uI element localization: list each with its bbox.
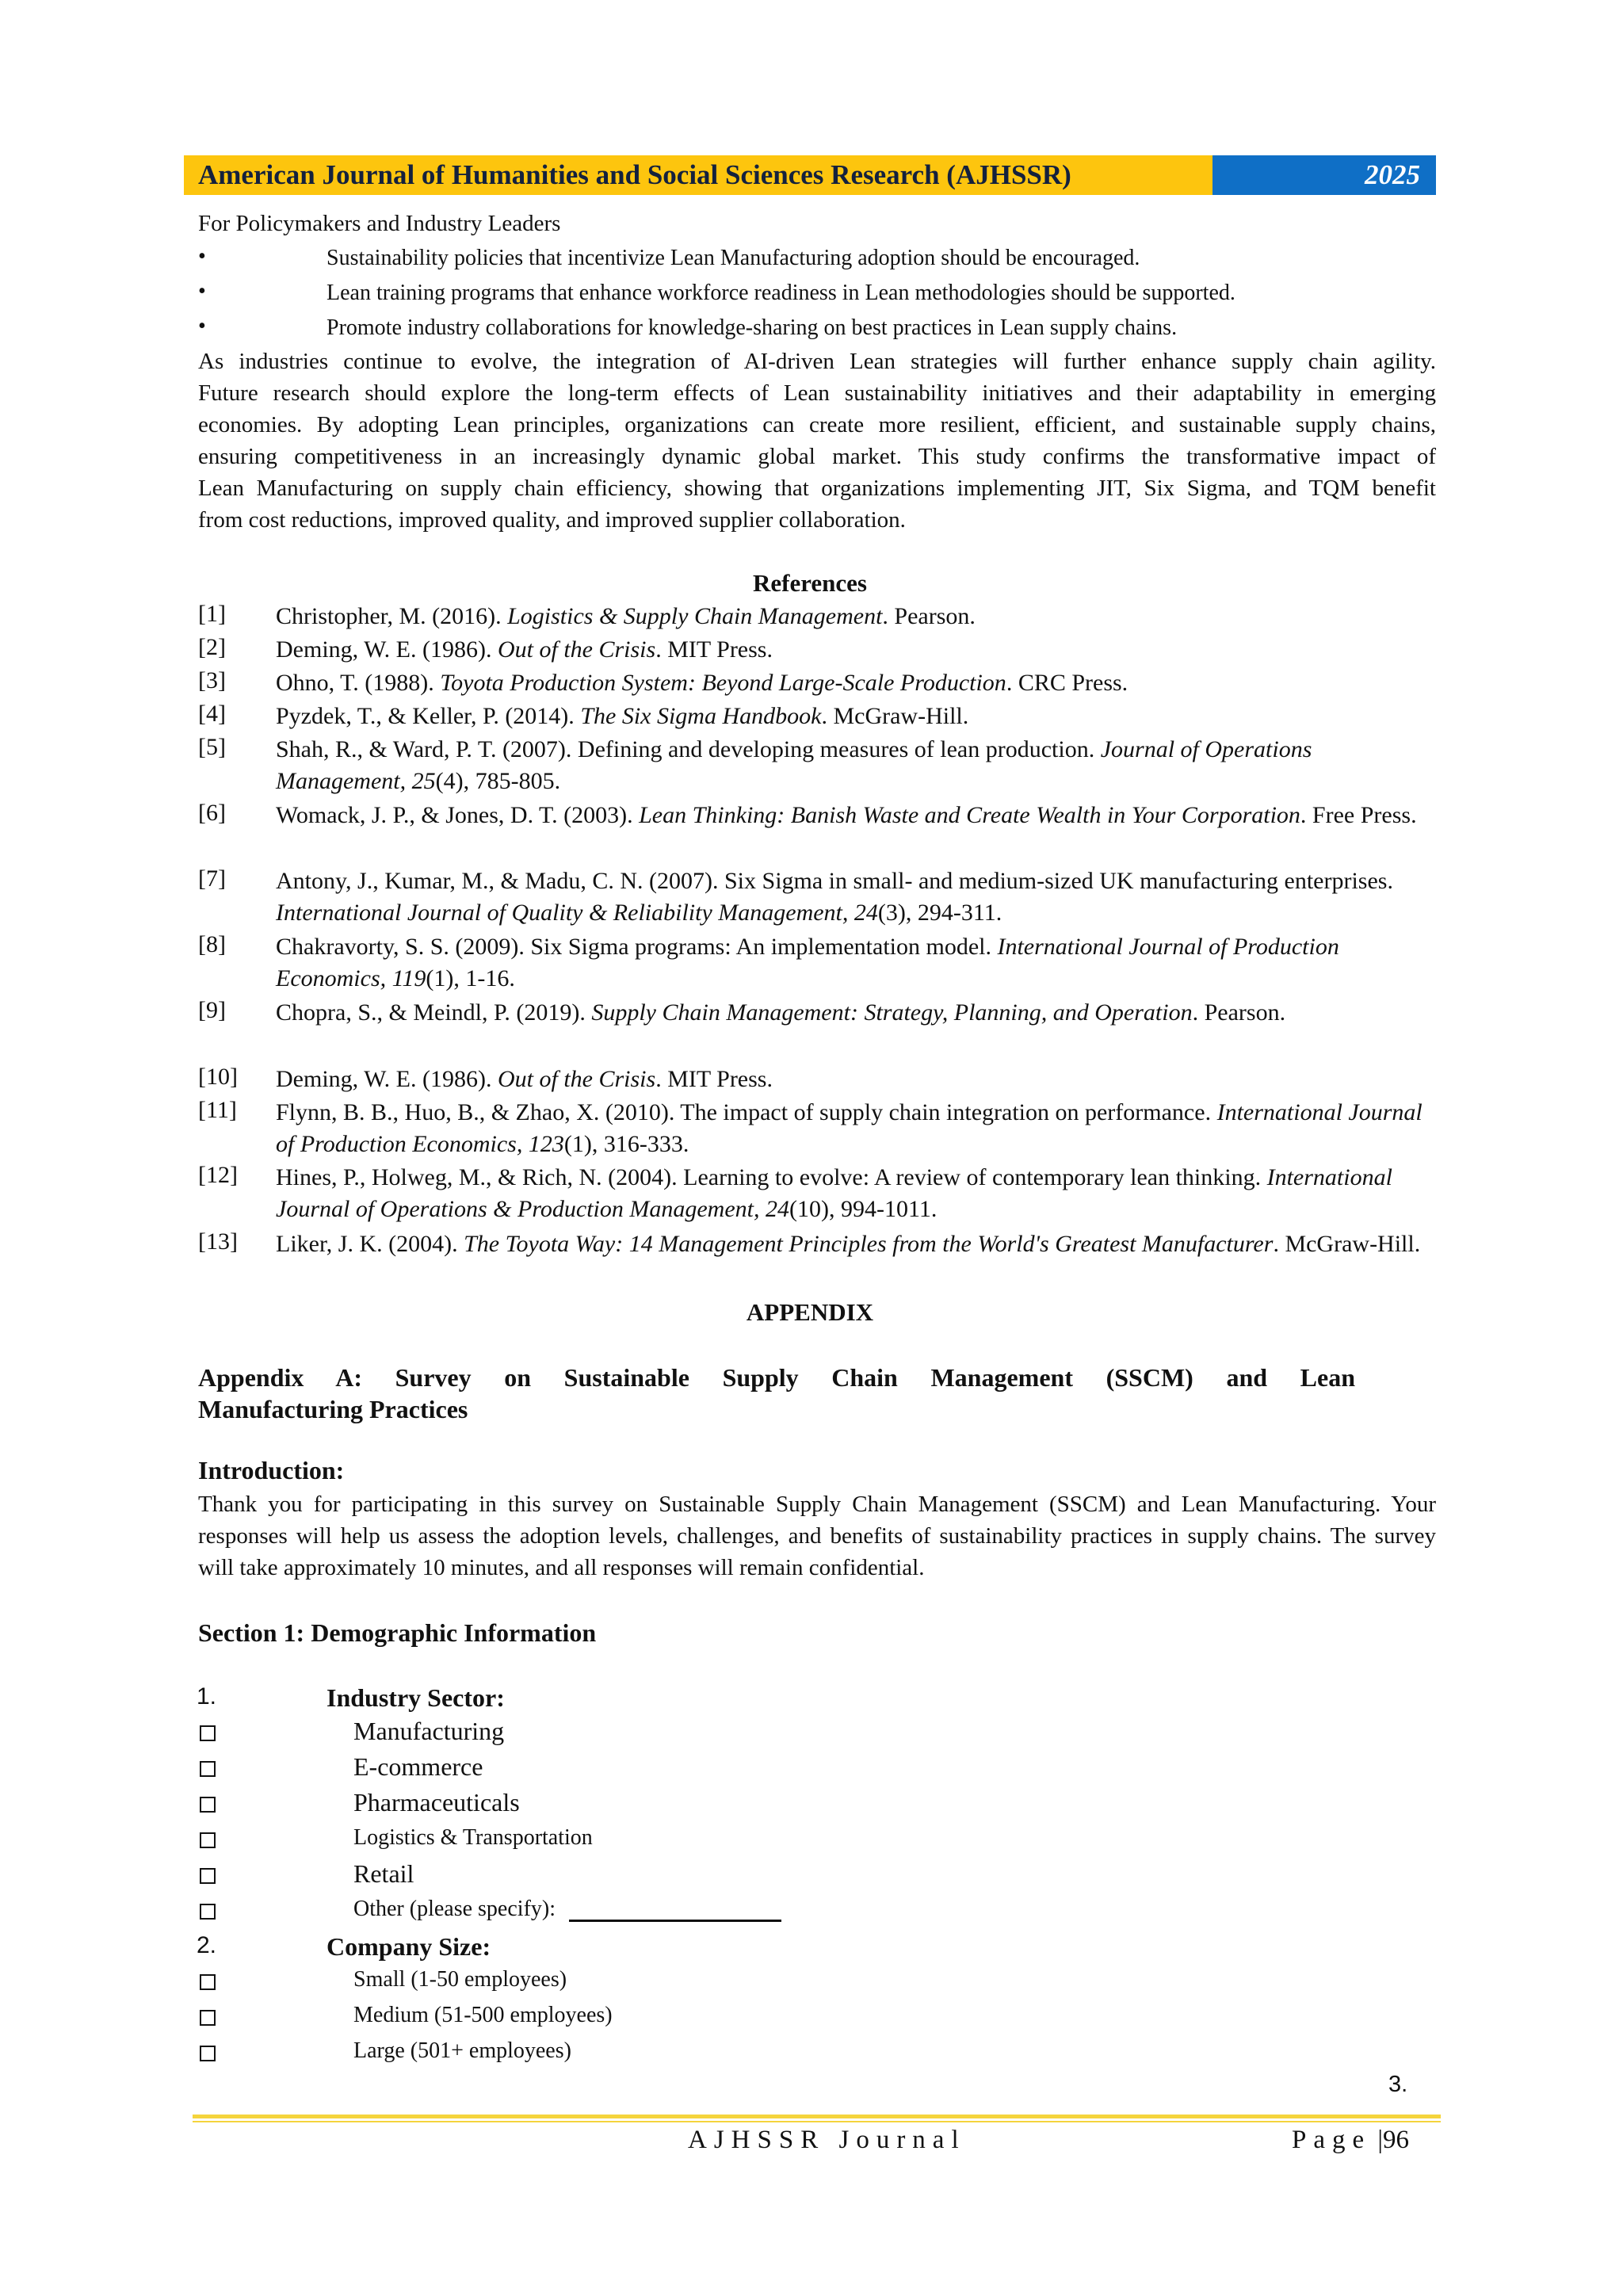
question-label-company-size: Company Size: [327, 1932, 491, 1961]
reference-number: [3] [198, 667, 226, 693]
bullet-icon: • [198, 279, 206, 304]
policy-paragraph [198, 346, 1436, 536]
reference-title: The Toyota Way: 14 Management Principles from the World's Greatest Manufacturer [464, 1231, 1274, 1257]
appendix-title-line: Appendix A: Survey on Sustainable Supply Chain Management (SSCM) and Lean [198, 1363, 1355, 1392]
reference-entry [276, 667, 1441, 699]
reference-details: . Pearson. [1192, 999, 1286, 1026]
appendix-heading: APPENDIX [746, 1298, 874, 1326]
reference-number: [5] [198, 734, 226, 760]
appendix-title [198, 1362, 1355, 1425]
option-label: Manufacturing [353, 1717, 505, 1745]
reference-authors: Christopher, M. (2016). [276, 603, 508, 629]
footer-journal-name: AJHSSR Journal [688, 2126, 966, 2154]
reference-number: [12] [198, 1162, 238, 1188]
reference-authors: Shah, R., & Ward, P. T. (2007). Defining and developing measures of lean production. [276, 736, 1101, 762]
reference-details: . Free Press. [1300, 802, 1417, 828]
reference-number: [9] [198, 997, 226, 1023]
reference-authors: Antony, J., Kumar, M., & Madu, C. N. (2007). Six Sigma in small- and medium-sized UK manufacturing enterprises. [276, 868, 1393, 894]
option-label: E-commerce [353, 1752, 483, 1781]
reference-entry [276, 1162, 1441, 1225]
reference-details: . CRC Press. [1006, 670, 1128, 696]
paragraph-line: Lean Manufacturing on supply chain efficiency, showing that organizations implementing JIT, Six Sigma, and TQM benefit [198, 476, 1436, 501]
reference-authors: Deming, W. E. (1986). [276, 1066, 498, 1092]
question-number: 1. [197, 1683, 217, 1710]
paragraph-line: Future research should explore the long-term effects of Lean sustainability initiatives and their adaptability in emerging [198, 380, 1436, 406]
checkbox[interactable] [200, 1725, 216, 1741]
reference-entry [276, 1064, 1441, 1095]
reference-number: [6] [198, 800, 226, 826]
reference-entry [276, 601, 1441, 632]
reference-details: . MIT Press. [655, 636, 773, 663]
reference-title: Lean Thinking: Banish Waste and Create Wealth in Your Corporation [639, 802, 1300, 828]
reference-details: (1), 1-16. [426, 965, 515, 991]
policy-bullet-1: Sustainability policies that incentivize Lean Manufacturing adoption should be encouraged. [327, 246, 1140, 270]
reference-title: International Journal of Operations & Production Management, 24 [276, 1164, 1392, 1222]
reference-details: . MIT Press. [655, 1066, 773, 1092]
checkbox[interactable] [200, 2046, 216, 2061]
intro-paragraph [198, 1488, 1436, 1584]
reference-number: [1] [198, 601, 226, 627]
reference-number: [4] [198, 701, 226, 727]
reference-entry [276, 997, 1441, 1029]
checkbox[interactable] [200, 1832, 216, 1848]
reference-authors: Chopra, S., & Meindl, P. (2019). [276, 999, 592, 1026]
checkbox[interactable] [200, 1974, 216, 1990]
footer-rule [193, 2115, 1441, 2118]
checkbox[interactable] [200, 1761, 216, 1777]
option-label: Other (please specify): [353, 1897, 556, 1921]
paragraph-line: Thank you for participating in this survey on Sustainable Supply Chain Management (SSCM) and Lean Manufacturing. Your [198, 1492, 1436, 1517]
paragraph-line: As industries continue to evolve, the integration of AI-driven Lean strategies will further enhance supply chain agility. [198, 349, 1436, 374]
reference-title: Logistics & Supply Chain Management [507, 603, 883, 629]
reference-entry [276, 1228, 1441, 1260]
intro-heading: Introduction: [198, 1456, 345, 1484]
reference-title: The Six Sigma Handbook [580, 703, 822, 729]
option-label: Logistics & Transportation [353, 1825, 593, 1850]
policy-bullet-2: Lean training programs that enhance workforce readiness in Lean methodologies should be supported. [327, 281, 1235, 305]
paragraph-line: from cost reductions, improved quality, and improved supplier collaboration. [198, 507, 906, 533]
reference-authors: Ohno, T. (1988). [276, 670, 441, 696]
reference-details: (4), 785-805. [435, 768, 561, 794]
reference-entry [276, 931, 1441, 995]
checkbox[interactable] [200, 1797, 216, 1813]
bullet-icon: • [198, 314, 206, 338]
option-label: Medium (51-500 employees) [353, 2003, 613, 2027]
reference-details: (10), 994-1011. [789, 1196, 938, 1222]
reference-details: . Pearson. [882, 603, 976, 629]
reference-details: . McGraw-Hill. [1273, 1231, 1421, 1257]
reference-title: Out of the Crisis [497, 636, 656, 663]
reference-details: (1), 316-333. [563, 1131, 689, 1157]
appendix-title-line: Manufacturing Practices [198, 1395, 468, 1423]
paragraph-line: ensuring competitiveness in an increasingly dynamic global market. This study confirms the transformative impact of [198, 444, 1436, 469]
reference-number: [11] [198, 1097, 237, 1123]
option-label: Small (1-50 employees) [353, 1967, 567, 1992]
paragraph-line: responses will help us assess the adoption levels, challenges, and benefits of sustainability practices in supply chains. The survey [198, 1523, 1436, 1549]
footer-page-label [1292, 2126, 1409, 2155]
reference-title: International Journal of Production Economics, 123 [276, 1099, 1423, 1157]
checkbox[interactable] [200, 1904, 216, 1920]
specify-blank-line[interactable] [569, 1920, 781, 1922]
reference-entry [276, 1097, 1441, 1160]
reference-authors: Liker, J. K. (2004). [276, 1231, 464, 1257]
page-number: 96 [1383, 2126, 1410, 2154]
reference-details: (3), 294-311. [877, 900, 1002, 926]
checkbox[interactable] [200, 1868, 216, 1884]
reference-authors: Flynn, B. B., Huo, B., & Zhao, X. (2010). The impact of supply chain integration on performance. [276, 1099, 1217, 1125]
section1-heading: Section 1: Demographic Information [198, 1618, 597, 1647]
reference-entry [276, 634, 1441, 666]
reference-title: Supply Chain Management: Strategy, Planning, and Operation [591, 999, 1193, 1026]
reference-entry [276, 800, 1441, 831]
page-word: Page [1292, 2126, 1372, 2154]
reference-authors: Chakravorty, S. S. (2009). Six Sigma programs: An implementation model. [276, 934, 998, 960]
question-number: 3. [1388, 2072, 1408, 2097]
journal-year: 2025 [1365, 159, 1420, 190]
reference-number: [13] [198, 1228, 238, 1255]
option-label: Retail [353, 1859, 414, 1888]
footer-rule [193, 2121, 1441, 2122]
reference-title: Journal of Operations Management, 25 [276, 736, 1312, 794]
reference-authors: Womack, J. P., & Jones, D. T. (2003). [276, 802, 640, 828]
question-number: 2. [197, 1932, 217, 1958]
reference-entry [276, 701, 1441, 732]
question-label-industry-sector: Industry Sector: [327, 1683, 505, 1712]
paragraph-line: will take approximately 10 minutes, and all responses will remain confidential. [198, 1555, 925, 1580]
checkbox[interactable] [200, 2010, 216, 2026]
reference-number: [7] [198, 865, 226, 892]
reference-title: International Journal of Production Economics, 119 [276, 934, 1339, 991]
references-heading: References [752, 569, 867, 597]
reference-entry [276, 865, 1441, 929]
reference-authors: Pyzdek, T., & Keller, P. (2014). [276, 703, 581, 729]
reference-details: . McGraw-Hill. [821, 703, 969, 729]
journal-title: American Journal of Humanities and Social Sciences Research (AJHSSR) [198, 159, 1071, 190]
reference-title: International Journal of Quality & Reliability Management, 24 [276, 900, 878, 926]
reference-title: Toyota Production System: Beyond Large-Scale Production [440, 670, 1006, 696]
reference-number: [8] [198, 931, 226, 957]
page-separator: | [1377, 2126, 1384, 2154]
reference-number: [10] [198, 1064, 238, 1090]
reference-title: Out of the Crisis [497, 1066, 656, 1092]
option-label: Pharmaceuticals [353, 1788, 520, 1817]
policy-heading: For Policymakers and Industry Leaders [198, 211, 561, 236]
policy-bullet-3: Promote industry collaborations for knowledge-sharing on best practices in Lean supply chains. [327, 315, 1178, 340]
option-label: Large (501+ employees) [353, 2038, 571, 2063]
bullet-icon: • [198, 244, 206, 269]
reference-authors: Hines, P., Holweg, M., & Rich, N. (2004). Learning to evolve: A review of contemporary lean thinking. [276, 1164, 1267, 1190]
reference-authors: Deming, W. E. (1986). [276, 636, 498, 663]
reference-number: [2] [198, 634, 226, 660]
reference-entry [276, 734, 1441, 797]
paragraph-line: economies. By adopting Lean principles, organizations can create more resilient, efficient, and sustainable supply chains, [198, 412, 1436, 437]
